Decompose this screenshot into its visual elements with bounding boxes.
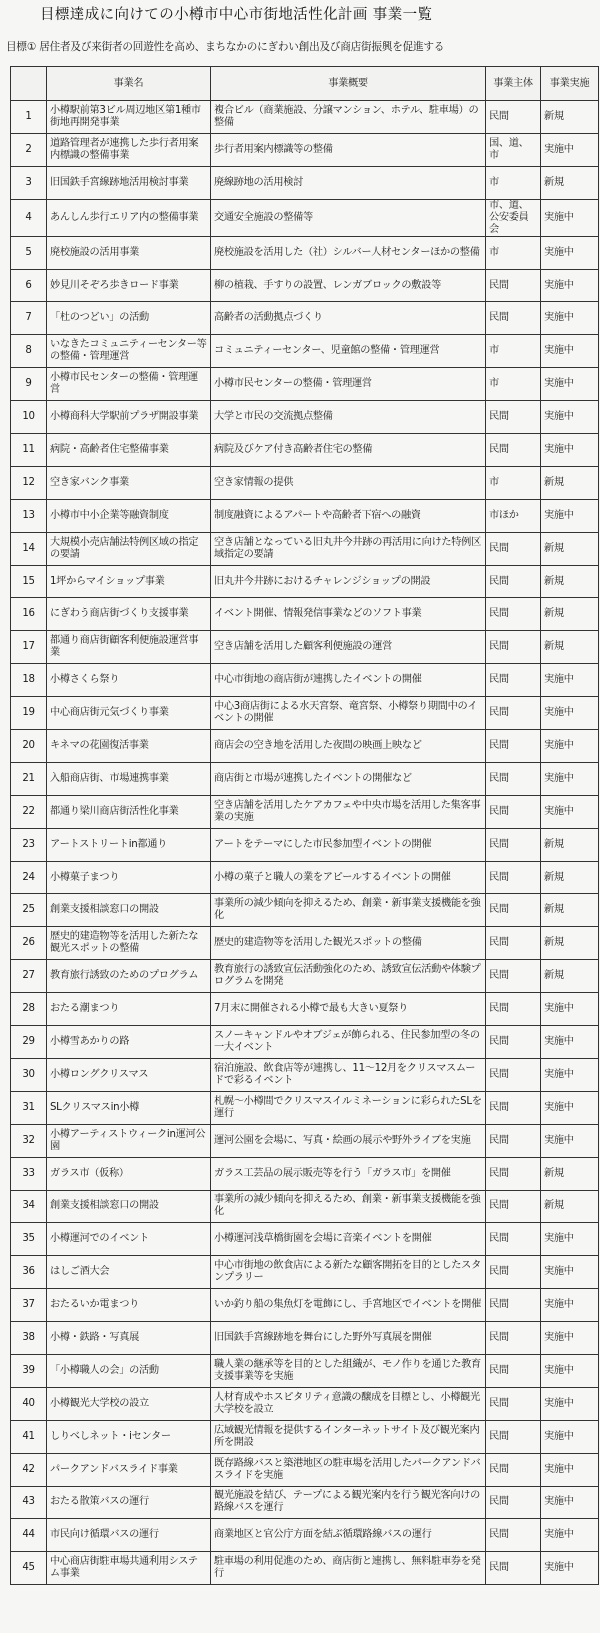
row-number: 36 <box>11 1256 47 1289</box>
table-row <box>11 1453 599 1486</box>
row-number: 14 <box>11 532 47 565</box>
implementation-status: 実施中 <box>541 499 599 532</box>
implementation-status: 実施中 <box>541 1552 599 1585</box>
project-description: 中心市街地の飲食店による新たな顧客開拓を目的としたスタンプラリー <box>211 1256 486 1289</box>
implementing-body: 民間 <box>486 1322 541 1355</box>
row-number: 39 <box>11 1354 47 1387</box>
project-name: 小樽商科大学駅前プラザ開設事業 <box>47 401 211 434</box>
row-number: 34 <box>11 1190 47 1223</box>
implementation-status: 実施中 <box>541 1058 599 1091</box>
implementing-body: 市 <box>486 466 541 499</box>
row-number: 2 <box>11 133 47 166</box>
project-name: ガラス市（仮称） <box>47 1157 211 1190</box>
project-description: 空き店舗を活用したケアカフェや中央市場を活用した集客事業の実施 <box>211 795 486 828</box>
table-row <box>11 1289 599 1322</box>
row-number: 41 <box>11 1420 47 1453</box>
implementation-status: 実施中 <box>541 1026 599 1059</box>
project-name: 市民向け循環バスの運行 <box>47 1519 211 1552</box>
row-number: 37 <box>11 1289 47 1322</box>
implementing-body: 民間 <box>486 1486 541 1519</box>
row-number: 6 <box>11 269 47 302</box>
project-description: 商店街と市場が連携したイベントの開催など <box>211 762 486 795</box>
implementation-status: 実施中 <box>541 302 599 335</box>
implementation-status: 実施中 <box>541 762 599 795</box>
project-name: SLクリスマスin小樽 <box>47 1091 211 1124</box>
implementing-body: 民間 <box>486 1190 541 1223</box>
project-description: 商業地区と官公庁方面を結ぶ循環路線バスの運行 <box>211 1519 486 1552</box>
row-number: 16 <box>11 598 47 631</box>
table-row <box>11 631 599 664</box>
project-name: しりべしネット・iセンター <box>47 1420 211 1453</box>
project-name: 創業支援相談窓口の開設 <box>47 1190 211 1223</box>
table-row <box>11 993 599 1026</box>
row-number: 10 <box>11 401 47 434</box>
table-row <box>11 434 599 467</box>
project-name: パークアンドバスライド事業 <box>47 1453 211 1486</box>
project-name: 旧国鉄手宮線跡地活用検討事業 <box>47 166 211 199</box>
goal-statement: 目標① 居住者及び来街者の回遊性を高め、まちなかのにぎわい創出及び商店街振興を促進する <box>6 41 445 53</box>
implementing-body: 民間 <box>486 894 541 927</box>
table-row <box>11 1190 599 1223</box>
project-name: 廃校施設の活用事業 <box>47 236 211 269</box>
row-number: 45 <box>11 1552 47 1585</box>
project-description: 札幌～小樽間でクリスマスイルミネーションに彩られたSLを運行 <box>211 1091 486 1124</box>
project-description: 中心市街地の商店街が連携したイベントの開催 <box>211 664 486 697</box>
row-number: 32 <box>11 1124 47 1157</box>
implementation-status: 新規 <box>541 960 599 993</box>
project-name: 都通り商店街顧客利便施設運営事業 <box>47 631 211 664</box>
project-description: 運河公園を会場に、写真・絵画の展示や野外ライブを実施 <box>211 1124 486 1157</box>
project-description: 旧国鉄手宮線跡地を舞台にした野外写真展を開催 <box>211 1322 486 1355</box>
implementing-body: 市 <box>486 236 541 269</box>
row-number: 4 <box>11 199 47 236</box>
project-description: 空き家情報の提供 <box>211 466 486 499</box>
project-name: 小樽駅前第3ビル周辺地区第1種市街地再開発事業 <box>47 101 211 134</box>
project-description: 交通安全施設の整備等 <box>211 199 486 236</box>
implementation-status: 実施中 <box>541 1486 599 1519</box>
implementation-status: 実施中 <box>541 335 599 368</box>
project-description: 駐車場の利用促進のため、商店街と連携し、無料駐車券を発行 <box>211 1552 486 1585</box>
project-description: アートをテーマにした市民参加型イベントの開催 <box>211 828 486 861</box>
table-row <box>11 927 599 960</box>
implementing-body: 民間 <box>486 1157 541 1190</box>
row-number: 29 <box>11 1026 47 1059</box>
implementation-status: 実施中 <box>541 236 599 269</box>
implementation-status: 新規 <box>541 894 599 927</box>
row-number: 38 <box>11 1322 47 1355</box>
implementation-status: 実施中 <box>541 269 599 302</box>
row-number: 18 <box>11 664 47 697</box>
row-number: 11 <box>11 434 47 467</box>
implementing-body: 民間 <box>486 730 541 763</box>
table-body <box>11 101 599 1585</box>
implementing-body: 民間 <box>486 1091 541 1124</box>
project-name: はしご酒大会 <box>47 1256 211 1289</box>
table-row <box>11 166 599 199</box>
implementing-body: 民間 <box>486 1026 541 1059</box>
implementation-status: 新規 <box>541 1190 599 1223</box>
implementation-status: 実施中 <box>541 1124 599 1157</box>
row-number: 24 <box>11 861 47 894</box>
row-number: 43 <box>11 1486 47 1519</box>
implementation-status: 新規 <box>541 565 599 598</box>
project-description: 空き店舗を活用した顧客利便施設の運営 <box>211 631 486 664</box>
project-description: 事業所の減少傾向を抑えるため、創業・新事業支援機能を強化 <box>211 894 486 927</box>
row-number: 44 <box>11 1519 47 1552</box>
project-description: 廃線跡地の活用検討 <box>211 166 486 199</box>
project-description: いか釣り船の集魚灯を電飾にし、手宮地区でイベントを開催 <box>211 1289 486 1322</box>
implementation-status: 新規 <box>541 598 599 631</box>
table-row <box>11 1420 599 1453</box>
project-description: 複合ビル（商業施設、分譲マンション、ホテル、駐車場）の整備 <box>211 101 486 134</box>
row-number: 3 <box>11 166 47 199</box>
project-description: 小樽運河浅草橋街園を会場に音楽イベントを開催 <box>211 1223 486 1256</box>
header-name: 事業名 <box>47 67 211 101</box>
project-description: コミュニティーセンター、児童館の整備・管理運営 <box>211 335 486 368</box>
project-description: 宿泊施設、飲食店等が連携し、11～12月をクリスマスムードで彩るイベント <box>211 1058 486 1091</box>
table-row <box>11 1322 599 1355</box>
implementing-body: 国、道、市 <box>486 133 541 166</box>
project-name: 小樽運河でのイベント <box>47 1223 211 1256</box>
table-row <box>11 1157 599 1190</box>
table-row <box>11 401 599 434</box>
project-name: あんしん歩行エリア内の整備事業 <box>47 199 211 236</box>
table-row <box>11 598 599 631</box>
project-name: 小樽・鉄路・写真展 <box>47 1322 211 1355</box>
implementation-status: 新規 <box>541 631 599 664</box>
implementing-body: 民間 <box>486 101 541 134</box>
project-description: 教育旅行の誘致宣伝活動強化のため、誘致宣伝活動や体験プログラムを開発 <box>211 960 486 993</box>
implementation-status: 実施中 <box>541 1387 599 1420</box>
project-name: 小樽市中小企業等融資制度 <box>47 499 211 532</box>
project-description: 旧丸井今井跡におけるチャレンジショップの開設 <box>211 565 486 598</box>
implementation-status: 実施中 <box>541 795 599 828</box>
project-name: 小樽菓子まつり <box>47 861 211 894</box>
project-name: 病院・高齢者住宅整備事業 <box>47 434 211 467</box>
table-row <box>11 730 599 763</box>
project-name: 都通り梁川商店街活性化事業 <box>47 795 211 828</box>
table-row <box>11 1026 599 1059</box>
implementing-body: 民間 <box>486 1552 541 1585</box>
project-name: 「杜のつどい」の活動 <box>47 302 211 335</box>
table-row <box>11 199 599 236</box>
project-name: 小樽ロングクリスマス <box>47 1058 211 1091</box>
project-name: 小樽さくら祭り <box>47 664 211 697</box>
implementation-status: 実施中 <box>541 368 599 401</box>
implementing-body: 民間 <box>486 1354 541 1387</box>
project-name: 小樽雪あかりの路 <box>47 1026 211 1059</box>
implementation-status: 実施中 <box>541 697 599 730</box>
project-description: 既存路線バスと築港地区の駐車場を活用したパークアンドバスライドを実施 <box>211 1453 486 1486</box>
header-actor: 事業主体 <box>486 67 541 101</box>
table-row <box>11 697 599 730</box>
implementation-status: 新規 <box>541 927 599 960</box>
table-row <box>11 1552 599 1585</box>
project-name: いなきたコミュニティーセンター等の整備・管理運営 <box>47 335 211 368</box>
project-name: 小樽アーティストウィークin運河公園 <box>47 1124 211 1157</box>
implementation-status: 実施中 <box>541 199 599 236</box>
implementation-status: 新規 <box>541 1157 599 1190</box>
project-table <box>10 66 599 1585</box>
row-number: 42 <box>11 1453 47 1486</box>
project-description: 制度融資によるアパートや高齢者下宿への融資 <box>211 499 486 532</box>
header-no <box>11 67 47 101</box>
table-row <box>11 101 599 134</box>
row-number: 30 <box>11 1058 47 1091</box>
table-row <box>11 762 599 795</box>
project-name: アートストリートin都通り <box>47 828 211 861</box>
table-row <box>11 466 599 499</box>
table-row <box>11 532 599 565</box>
implementation-status: 実施中 <box>541 434 599 467</box>
implementing-body: 民間 <box>486 302 541 335</box>
project-name: 小樽観光大学校の設立 <box>47 1387 211 1420</box>
implementation-status: 実施中 <box>541 1091 599 1124</box>
implementation-status: 実施中 <box>541 664 599 697</box>
project-description: 高齢者の活動拠点づくり <box>211 302 486 335</box>
table-row <box>11 1387 599 1420</box>
project-description: 人材育成やホスピタリティ意識の醸成を目標とし、小樽観光大学校を設立 <box>211 1387 486 1420</box>
project-name: おたるいか電まつり <box>47 1289 211 1322</box>
project-description: 病院及びケア付き高齢者住宅の整備 <box>211 434 486 467</box>
implementing-body: 民間 <box>486 401 541 434</box>
project-description: 大学と市民の交流拠点整備 <box>211 401 486 434</box>
row-number: 5 <box>11 236 47 269</box>
table-row <box>11 1124 599 1157</box>
implementing-body: 民間 <box>486 1256 541 1289</box>
project-name: 入船商店街、市場連携事業 <box>47 762 211 795</box>
project-name: 妙見川そぞろ歩きロード事業 <box>47 269 211 302</box>
project-name: 小樽市民センターの整備・管理運営 <box>47 368 211 401</box>
implementation-status: 実施中 <box>541 1420 599 1453</box>
row-number: 21 <box>11 762 47 795</box>
header-desc: 事業概要 <box>211 67 486 101</box>
table-row <box>11 1256 599 1289</box>
project-description: ガラス工芸品の展示販売等を行う「ガラス市」を開催 <box>211 1157 486 1190</box>
row-number: 12 <box>11 466 47 499</box>
row-number: 40 <box>11 1387 47 1420</box>
implementing-body: 市 <box>486 335 541 368</box>
implementing-body: 民間 <box>486 1289 541 1322</box>
implementing-body: 市、道、公安委員会 <box>486 199 541 236</box>
table-row <box>11 368 599 401</box>
row-number: 20 <box>11 730 47 763</box>
table-row <box>11 335 599 368</box>
implementing-body: 民間 <box>486 993 541 1026</box>
table-row <box>11 269 599 302</box>
project-name: 歴史的建造物等を活用した新たな観光スポットの整備 <box>47 927 211 960</box>
table-row <box>11 1091 599 1124</box>
implementing-body: 民間 <box>486 1223 541 1256</box>
implementation-status: 実施中 <box>541 1519 599 1552</box>
project-description: 事業所の減少傾向を抑えるため、創業・新事業支援機能を強化 <box>211 1190 486 1223</box>
project-name: 1坪からマイショップ事業 <box>47 565 211 598</box>
implementation-status: 実施中 <box>541 1322 599 1355</box>
implementing-body: 民間 <box>486 762 541 795</box>
project-description: 歩行者用案内標識等の整備 <box>211 133 486 166</box>
table-row <box>11 1223 599 1256</box>
project-name: 中心商店街駐車場共通利用システム事業 <box>47 1552 211 1585</box>
implementing-body: 民間 <box>486 598 541 631</box>
implementing-body: 民間 <box>486 565 541 598</box>
row-number: 35 <box>11 1223 47 1256</box>
implementation-status: 実施中 <box>541 401 599 434</box>
row-number: 1 <box>11 101 47 134</box>
project-name: 創業支援相談窓口の開設 <box>47 894 211 927</box>
implementation-status: 新規 <box>541 101 599 134</box>
table-row <box>11 1486 599 1519</box>
project-name: おたる潮まつり <box>47 993 211 1026</box>
row-number: 26 <box>11 927 47 960</box>
implementing-body: 民間 <box>486 697 541 730</box>
implementation-status: 実施中 <box>541 1223 599 1256</box>
implementation-status: 実施中 <box>541 730 599 763</box>
implementing-body: 民間 <box>486 1420 541 1453</box>
project-description: 商店会の空き地を活用した夜間の映画上映など <box>211 730 486 763</box>
project-description: スノーキャンドルやオブジェが飾られる、住民参加型の冬の一大イベント <box>211 1026 486 1059</box>
table-row <box>11 960 599 993</box>
table-row <box>11 133 599 166</box>
table-row <box>11 302 599 335</box>
implementing-body: 民間 <box>486 1453 541 1486</box>
implementing-body: 民間 <box>486 861 541 894</box>
project-description: 小樽市民センターの整備・管理運営 <box>211 368 486 401</box>
project-description: 広域観光情報を提供するインターネットサイト及び観光案内所を開設 <box>211 1420 486 1453</box>
project-name: 「小樽職人の会」の活動 <box>47 1354 211 1387</box>
table-row <box>11 894 599 927</box>
implementation-status: 実施中 <box>541 1256 599 1289</box>
row-number: 9 <box>11 368 47 401</box>
table-row <box>11 828 599 861</box>
row-number: 17 <box>11 631 47 664</box>
project-name: にぎわう商店街づくり支援事業 <box>47 598 211 631</box>
implementing-body: 市 <box>486 166 541 199</box>
implementing-body: 民間 <box>486 434 541 467</box>
table-row <box>11 499 599 532</box>
implementing-body: 民間 <box>486 795 541 828</box>
table-row <box>11 236 599 269</box>
row-number: 19 <box>11 697 47 730</box>
project-name: キネマの花園復活事業 <box>47 730 211 763</box>
row-number: 33 <box>11 1157 47 1190</box>
implementing-body: 民間 <box>486 1519 541 1552</box>
implementing-body: 市ほか <box>486 499 541 532</box>
implementing-body: 民間 <box>486 828 541 861</box>
table-header <box>11 67 599 101</box>
row-number: 15 <box>11 565 47 598</box>
row-number: 7 <box>11 302 47 335</box>
row-number: 25 <box>11 894 47 927</box>
implementing-body: 市 <box>486 368 541 401</box>
project-description: 職人業の継承等を目的とした組織が、モノ作りを通じた教育支援事業等を実施 <box>211 1354 486 1387</box>
implementing-body: 民間 <box>486 269 541 302</box>
project-description: 7月末に開催される小樽で最も大きい夏祭り <box>211 993 486 1026</box>
project-description: 空き店舗となっている旧丸井今井跡の再活用に向けた特例区域指定の要請 <box>211 532 486 565</box>
project-description: 歴史的建造物等を活用した観光スポットの整備 <box>211 927 486 960</box>
project-name: 教育旅行誘致のためのプログラム <box>47 960 211 993</box>
row-number: 28 <box>11 993 47 1026</box>
table-row <box>11 565 599 598</box>
row-number: 23 <box>11 828 47 861</box>
project-name: 空き家バンク事業 <box>47 466 211 499</box>
row-number: 27 <box>11 960 47 993</box>
header-status: 事業実施 <box>541 67 599 101</box>
implementation-status: 実施中 <box>541 1453 599 1486</box>
implementing-body: 民間 <box>486 631 541 664</box>
implementation-status: 実施中 <box>541 133 599 166</box>
implementation-status: 新規 <box>541 828 599 861</box>
page-title: 目標達成に向けての小樽市中心市街地活性化計画 事業一覧 <box>40 7 433 23</box>
implementation-status: 実施中 <box>541 1289 599 1322</box>
row-number: 8 <box>11 335 47 368</box>
implementation-status: 新規 <box>541 466 599 499</box>
project-name: 大規模小売店舗法特例区域の指定の要請 <box>47 532 211 565</box>
project-description: 小樽の菓子と職人の業をアピールするイベントの開催 <box>211 861 486 894</box>
project-name: 中心商店街元気づくり事業 <box>47 697 211 730</box>
table-row <box>11 861 599 894</box>
implementation-status: 実施中 <box>541 993 599 1026</box>
implementing-body: 民間 <box>486 532 541 565</box>
implementing-body: 民間 <box>486 960 541 993</box>
project-description: イベント開催、情報発信事業などのソフト事業 <box>211 598 486 631</box>
implementing-body: 民間 <box>486 1387 541 1420</box>
row-number: 13 <box>11 499 47 532</box>
project-name: おたる散策バスの運行 <box>47 1486 211 1519</box>
project-name: 道路管理者が連携した歩行者用案内標識の整備事業 <box>47 133 211 166</box>
implementation-status: 新規 <box>541 861 599 894</box>
implementation-status: 実施中 <box>541 1354 599 1387</box>
implementing-body: 民間 <box>486 1124 541 1157</box>
implementing-body: 民間 <box>486 1058 541 1091</box>
project-description: 観光施設を結び、テープによる観光案内を行う観光客向けの路線バスを運行 <box>211 1486 486 1519</box>
project-description: 廃校施設を活用した（社）シルバー人材センターほかの整備 <box>211 236 486 269</box>
table-row <box>11 1519 599 1552</box>
table-row <box>11 1058 599 1091</box>
implementation-status: 新規 <box>541 166 599 199</box>
project-description: 柳の植栽、手すりの設置、レンガブロックの敷設等 <box>211 269 486 302</box>
project-description: 中心3商店街による水天宮祭、竜宮祭、小樽祭り期間中のイベントの開催 <box>211 697 486 730</box>
implementing-body: 民間 <box>486 927 541 960</box>
implementation-status: 新規 <box>541 532 599 565</box>
table-row <box>11 664 599 697</box>
table-row <box>11 1354 599 1387</box>
row-number: 22 <box>11 795 47 828</box>
row-number: 31 <box>11 1091 47 1124</box>
implementing-body: 民間 <box>486 664 541 697</box>
table-row <box>11 795 599 828</box>
